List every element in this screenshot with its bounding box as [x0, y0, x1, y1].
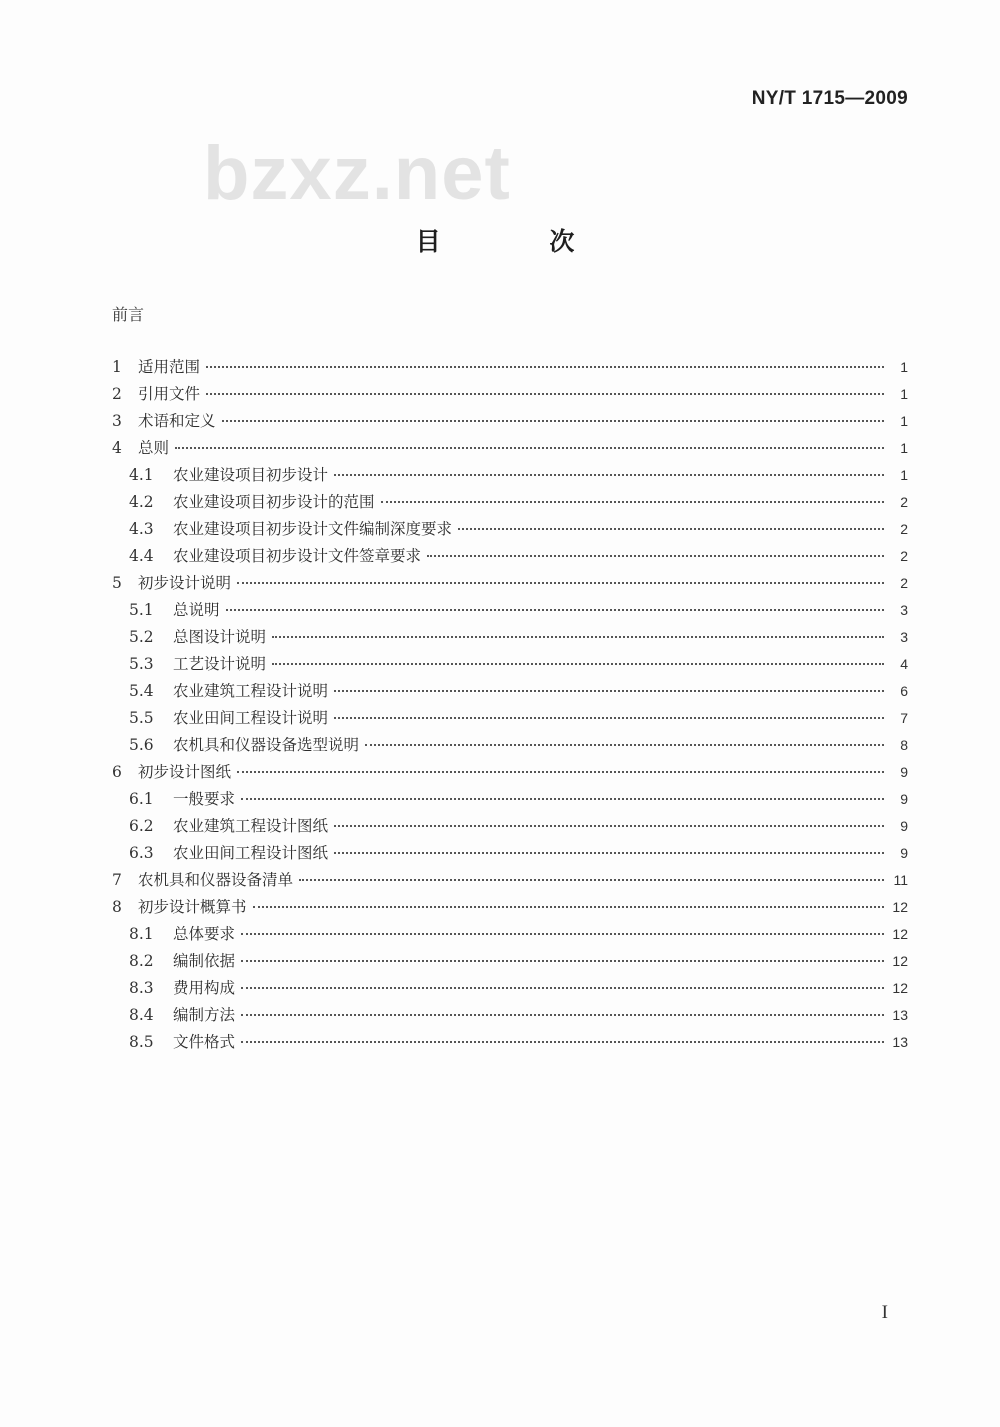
toc-entry[interactable]: [112, 922, 908, 949]
toc-entry[interactable]: [112, 544, 908, 571]
toc-entry[interactable]: [112, 382, 908, 409]
toc-entry-title: 农机具和仪器设备选型说明: [173, 736, 360, 754]
toc-entry-page: 3: [900, 602, 908, 618]
toc-entry-page: 2: [900, 575, 908, 591]
toc-entry[interactable]: [112, 1030, 908, 1057]
toc-entry-title: 总图设计说明: [173, 628, 267, 646]
toc-entry-title: 农业建设项目初步设计的范围: [173, 493, 375, 511]
toc-entry-title: 农业建设项目初步设计: [173, 466, 329, 484]
page-title: 目 次: [415, 227, 625, 256]
toc-leader-dots: [241, 960, 884, 962]
page-number: I: [881, 1302, 888, 1323]
toc-entry[interactable]: [112, 517, 908, 544]
toc-entry-page: 1: [900, 386, 908, 402]
toc-leader-dots: [226, 609, 884, 611]
toc-entry-number: 4.1: [129, 466, 154, 484]
toc-entry[interactable]: [112, 841, 908, 868]
toc-entry[interactable]: [112, 490, 908, 517]
toc-entry-number: 4: [112, 439, 122, 457]
toc-leader-dots: [241, 987, 884, 989]
toc-entry[interactable]: [112, 895, 908, 922]
toc-entry-page: 4: [900, 656, 908, 672]
toc-entry-page: 3: [900, 629, 908, 645]
toc-entry-page: 12: [892, 926, 908, 942]
toc-entry-page: 9: [900, 845, 908, 861]
toc-entry-page: 2: [900, 548, 908, 564]
toc-entry-number: 8: [112, 898, 122, 916]
toc-entry-title: 引用文件: [138, 385, 201, 403]
toc-leader-dots: [272, 636, 884, 638]
toc-entry-number: 5.6: [129, 736, 154, 754]
toc-entry[interactable]: [112, 760, 908, 787]
toc-entry[interactable]: [112, 571, 908, 598]
toc-entry[interactable]: [112, 868, 908, 895]
toc-entry[interactable]: [112, 625, 908, 652]
toc-leader-dots: [365, 744, 884, 746]
toc-leader-dots: [206, 366, 884, 368]
toc-entry-title: 初步设计概算书: [138, 898, 247, 916]
toc-entry-number: 6.2: [129, 817, 154, 835]
toc-leader-dots: [222, 420, 884, 422]
toc-leader-dots: [381, 501, 884, 503]
toc-entry-page: 12: [892, 953, 908, 969]
toc-entry-title: 工艺设计说明: [173, 655, 267, 673]
toc-entry-number: 2: [112, 385, 122, 403]
toc-entry-title: 农业田间工程设计说明: [173, 709, 329, 727]
toc-entry-number: 8.5: [129, 1033, 154, 1051]
toc-entry-number: 5.4: [129, 682, 154, 700]
toc-entry-page: 1: [900, 359, 908, 375]
toc-entry-number: 5.2: [129, 628, 154, 646]
toc-entry-page: 13: [892, 1007, 908, 1023]
toc-leader-dots: [241, 1041, 884, 1043]
toc-entry-title: 术语和定义: [138, 412, 216, 430]
toc-entry[interactable]: [112, 652, 908, 679]
toc-leader-dots: [241, 1014, 884, 1016]
toc-entry[interactable]: [112, 814, 908, 841]
toc-entry-title: 编制依据: [173, 952, 236, 970]
watermark: bzxz.net: [203, 131, 511, 216]
toc-leader-dots: [237, 771, 884, 773]
toc-entry-page: 11: [893, 872, 908, 888]
toc-entry-page: 6: [900, 683, 908, 699]
toc-entry-title: 农业建筑工程设计图纸: [173, 817, 329, 835]
toc-entry-number: 7: [112, 871, 122, 889]
toc-entry-page: 9: [900, 764, 908, 780]
toc-preface-link[interactable]: 前言: [112, 305, 145, 324]
toc-entry-number: 4.3: [129, 520, 154, 538]
toc-leader-dots: [334, 474, 884, 476]
toc-entry-title: 费用构成: [173, 979, 236, 997]
toc-entry[interactable]: [112, 679, 908, 706]
toc-entry-title: 农业建筑工程设计说明: [173, 682, 329, 700]
toc-leader-dots: [253, 906, 884, 908]
toc-entry-page: 12: [892, 899, 908, 915]
toc-entry-page: 2: [900, 521, 908, 537]
toc-entry-number: 3: [112, 412, 122, 430]
toc-entry-title: 农业建设项目初步设计文件签章要求: [173, 547, 422, 565]
toc-entry-title: 一般要求: [173, 790, 236, 808]
standard-code: NY/T 1715—2009: [751, 88, 908, 109]
toc-entry-number: 8.1: [129, 925, 154, 943]
toc-entry-page: 9: [900, 818, 908, 834]
toc-entry-number: 8.4: [129, 1006, 154, 1024]
toc-entry-title: 文件格式: [173, 1033, 236, 1051]
toc-entry-page: 1: [900, 440, 908, 456]
toc-entry-page: 13: [892, 1034, 908, 1050]
toc-entry-page: 1: [900, 413, 908, 429]
toc-entry-page: 9: [900, 791, 908, 807]
toc-entry[interactable]: [112, 355, 908, 382]
toc-entry-page: 12: [892, 980, 908, 996]
toc-entry-number: 4.2: [129, 493, 154, 511]
toc-entry-title: 农业田间工程设计图纸: [173, 844, 329, 862]
toc-entry[interactable]: [112, 409, 908, 436]
toc-leader-dots: [334, 852, 884, 854]
toc-entry-page: 1: [900, 467, 908, 483]
toc-entry[interactable]: [112, 436, 908, 463]
table-of-contents: [112, 355, 908, 1057]
toc-entry-title: 初步设计图纸: [138, 763, 232, 781]
toc-leader-dots: [237, 582, 884, 584]
toc-entry-number: 5.3: [129, 655, 154, 673]
toc-entry-number: 5.5: [129, 709, 154, 727]
toc-leader-dots: [241, 798, 884, 800]
toc-entry-number: 5: [112, 574, 122, 592]
toc-leader-dots: [241, 933, 884, 935]
toc-leader-dots: [206, 393, 884, 395]
toc-entry-page: 8: [900, 737, 908, 753]
toc-leader-dots: [175, 447, 884, 449]
toc-entry-number: 5.1: [129, 601, 154, 619]
toc-entry[interactable]: [112, 787, 908, 814]
toc-entry-page: 7: [900, 710, 908, 726]
toc-entry-title: 农业建设项目初步设计文件编制深度要求: [173, 520, 453, 538]
toc-entry[interactable]: [112, 733, 908, 760]
toc-entry-page: 2: [900, 494, 908, 510]
toc-entry[interactable]: [112, 949, 908, 976]
toc-leader-dots: [458, 528, 884, 530]
toc-leader-dots: [299, 879, 884, 881]
toc-entry[interactable]: [112, 463, 908, 490]
toc-leader-dots: [272, 663, 884, 665]
toc-entry-number: 8.2: [129, 952, 154, 970]
toc-leader-dots: [334, 717, 884, 719]
toc-entry-title: 适用范围: [138, 358, 201, 376]
toc-entry[interactable]: [112, 976, 908, 1003]
toc-entry-title: 编制方法: [173, 1006, 236, 1024]
toc-leader-dots: [427, 555, 884, 557]
toc-entry-title: 总体要求: [173, 925, 236, 943]
toc-entry-number: 6.3: [129, 844, 154, 862]
toc-entry-number: 8.3: [129, 979, 154, 997]
toc-entry-title: 农机具和仪器设备清单: [138, 871, 294, 889]
toc-entry-title: 初步设计说明: [138, 574, 232, 592]
toc-entry-number: 1: [112, 358, 122, 376]
toc-entry[interactable]: [112, 1003, 908, 1030]
toc-entry-number: 6.1: [129, 790, 154, 808]
toc-entry-title: 总说明: [173, 601, 220, 619]
toc-entry-number: 6: [112, 763, 122, 781]
toc-entry[interactable]: [112, 706, 908, 733]
toc-entry-title: 总则: [138, 439, 170, 457]
toc-entry-number: 4.4: [129, 547, 154, 565]
toc-entry[interactable]: [112, 598, 908, 625]
toc-leader-dots: [334, 690, 884, 692]
toc-leader-dots: [334, 825, 884, 827]
